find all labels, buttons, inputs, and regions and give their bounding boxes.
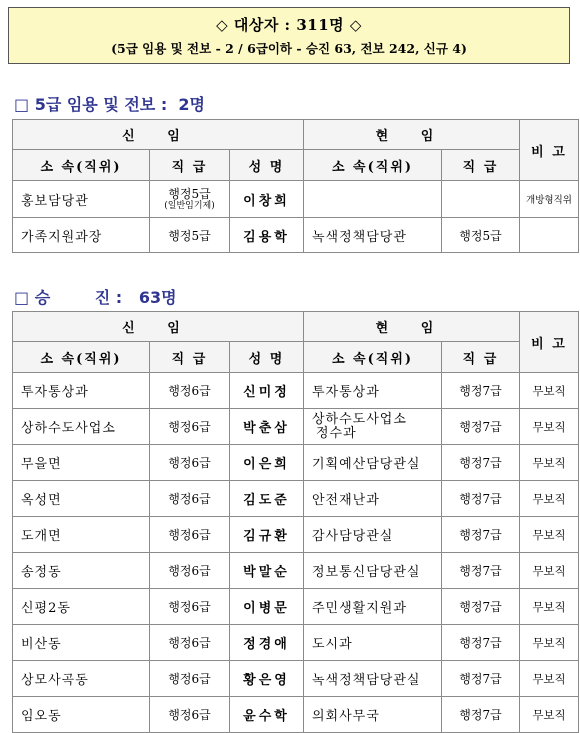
new-grade: 행정6급 [150, 373, 230, 409]
new-dept: 임오동 [13, 697, 150, 733]
new-dept: 비산동 [13, 625, 150, 661]
header-cur-grade: 직 급 [442, 342, 520, 373]
person-name: 정경애 [230, 625, 304, 661]
note: 무보직 [520, 409, 579, 445]
new-grade: 행정6급 [150, 553, 230, 589]
cur-dept: 녹색정책담당관 [304, 218, 442, 253]
person-name: 김용학 [230, 218, 304, 253]
cur-dept: 안전재난과 [304, 481, 442, 517]
header-new-grade: 직 급 [150, 342, 230, 373]
note [520, 218, 579, 253]
cur-dept: 녹색정책담당관실 [304, 661, 442, 697]
person-name: 김규환 [230, 517, 304, 553]
cur-dept: 도시과 [304, 625, 442, 661]
table-row [13, 409, 579, 445]
person-name: 신미정 [230, 373, 304, 409]
note: 무보직 [520, 481, 579, 517]
person-name: 박춘삼 [230, 409, 304, 445]
note: 무보직 [520, 589, 579, 625]
table-row [13, 373, 579, 409]
new-dept: 상모사곡동 [13, 661, 150, 697]
section2-title: □ 승 진 : 63명 [14, 288, 177, 307]
note: 개방형직위 [520, 181, 579, 218]
new-grade: 행정6급 [150, 697, 230, 733]
person-name: 황은영 [230, 661, 304, 697]
cur-grade: 행정7급 [442, 373, 520, 409]
cur-grade: 행정5급 [442, 218, 520, 253]
header-note: 비 고 [520, 312, 579, 373]
header-new: 신 임 [13, 312, 304, 342]
new-dept: 도개면 [13, 517, 150, 553]
person-name: 이은희 [230, 445, 304, 481]
new-grade: 행정6급 [150, 445, 230, 481]
cur-grade: 행정7급 [442, 409, 520, 445]
table-row [13, 481, 579, 517]
cur-dept: 정보통신담당관실 [304, 553, 442, 589]
table-row [13, 553, 579, 589]
header-current: 현 임 [304, 120, 520, 150]
header-name: 성 명 [230, 150, 304, 181]
table-row [13, 661, 579, 697]
table-row [13, 181, 579, 218]
header-new-dept: 소 속(직위) [13, 150, 150, 181]
header-new: 신 임 [13, 120, 304, 150]
header-current: 현 임 [304, 312, 520, 342]
new-dept: 송정동 [13, 553, 150, 589]
banner-subtitle: (5급 임용 및 전보 - 2 / 6급이하 - 승진 63, 전보 242, 신규 4) [111, 41, 467, 56]
cur-dept: 감사담당관실 [304, 517, 442, 553]
note: 무보직 [520, 373, 579, 409]
cur-grade: 행정7급 [442, 481, 520, 517]
new-dept: 홍보담당관 [13, 181, 150, 218]
new-dept: 옥성면 [13, 481, 150, 517]
section1-table [12, 119, 579, 253]
new-dept: 가족지원과장 [13, 218, 150, 253]
person-name: 윤수학 [230, 697, 304, 733]
new-grade: 행정6급 [150, 625, 230, 661]
table-row [13, 589, 579, 625]
section1-title: □ 5급 임용 및 전보 : 2명 [14, 95, 205, 114]
cur-grade: 행정7급 [442, 589, 520, 625]
new-grade: 행정6급 [150, 517, 230, 553]
person-name: 이창희 [230, 181, 304, 218]
new-grade: 행정6급 [150, 409, 230, 445]
header-cur-grade: 직 급 [442, 150, 520, 181]
cur-grade: 행정7급 [442, 445, 520, 481]
new-grade: 행정5급 (일반임기제) [150, 181, 230, 218]
note: 무보직 [520, 553, 579, 589]
section2-table [12, 311, 579, 733]
new-dept: 투자통상과 [13, 373, 150, 409]
cur-dept: 주민생활지원과 [304, 589, 442, 625]
new-grade: 행정5급 [150, 218, 230, 253]
note: 무보직 [520, 445, 579, 481]
note: 무보직 [520, 625, 579, 661]
new-grade: 행정6급 [150, 481, 230, 517]
new-dept: 상하수도사업소 [13, 409, 150, 445]
cur-grade: 행정7급 [442, 553, 520, 589]
cur-grade: 행정7급 [442, 661, 520, 697]
new-dept: 무을면 [13, 445, 150, 481]
header-name: 성 명 [230, 342, 304, 373]
header-cur-dept: 소 속(직위) [304, 150, 442, 181]
cur-grade [442, 181, 520, 218]
cur-dept [304, 181, 442, 218]
cur-grade: 행정7급 [442, 517, 520, 553]
table-row [13, 218, 579, 253]
header-cur-dept: 소 속(직위) [304, 342, 442, 373]
header-new-grade: 직 급 [150, 150, 230, 181]
header-note: 비 고 [520, 120, 579, 181]
cur-dept: 기획예산담당관실 [304, 445, 442, 481]
banner-title: ◇ 대상자 : 311명 ◇ [216, 16, 362, 34]
cur-grade: 행정7급 [442, 625, 520, 661]
table-row [13, 445, 579, 481]
person-name: 이병문 [230, 589, 304, 625]
table-row [13, 517, 579, 553]
new-grade: 행정6급 [150, 589, 230, 625]
cur-dept: 상하수도사업소 정수과 [304, 409, 442, 445]
cur-grade: 행정7급 [442, 697, 520, 733]
note: 무보직 [520, 661, 579, 697]
cur-dept: 투자통상과 [304, 373, 442, 409]
new-dept: 신평2동 [13, 589, 150, 625]
person-name: 김도준 [230, 481, 304, 517]
table-row [13, 625, 579, 661]
header-new-dept: 소 속(직위) [13, 342, 150, 373]
new-grade: 행정6급 [150, 661, 230, 697]
note: 무보직 [520, 517, 579, 553]
summary-banner [8, 7, 570, 64]
person-name: 박말순 [230, 553, 304, 589]
table-row [13, 697, 579, 733]
cur-dept: 의회사무국 [304, 697, 442, 733]
note: 무보직 [520, 697, 579, 733]
